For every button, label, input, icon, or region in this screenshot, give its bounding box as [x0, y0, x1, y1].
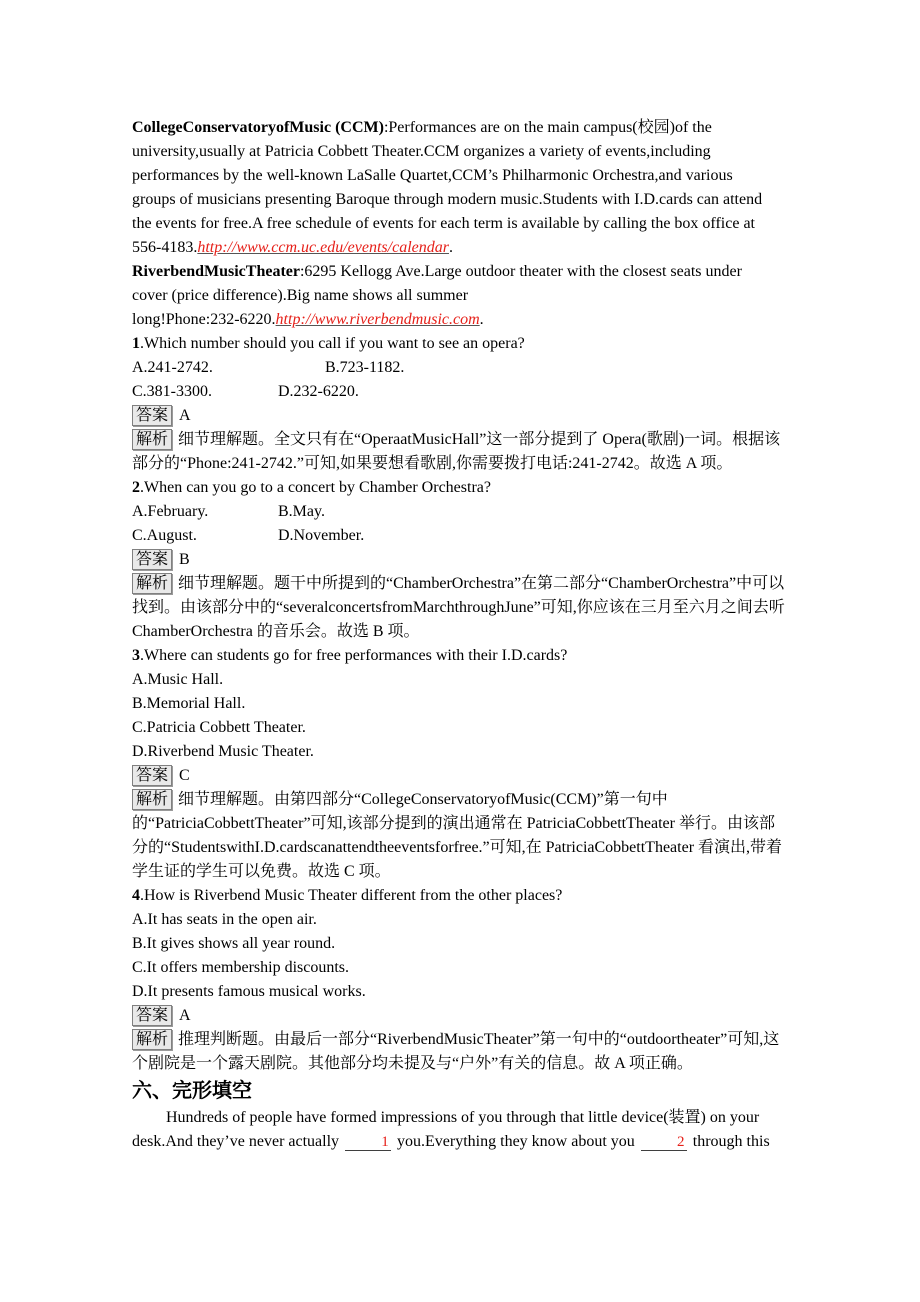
cloze-blank[interactable] — [345, 1134, 391, 1151]
hyperlink[interactable]: http://www.ccm.uc.edu/events/calendar — [197, 239, 449, 256]
listing-text: :6295 Kellogg Ave.Large outdoor theater with the closest seats under — [299, 263, 742, 280]
option-row — [132, 692, 790, 716]
question-number: 2 — [132, 479, 140, 496]
analysis-text: 细节理解题。全文只有在“OperaatMusicHall”这一部分提到了 Opera(歌剧)一词。根据该部分的“Phone:241-2742.”可知,如果要想看歌剧,你需要拨打电话:241-2742。故选 A 项。 — [132, 431, 781, 472]
blank-number: 1 — [381, 1134, 389, 1150]
question-text: .Which number should you call if you want to see an opera? — [140, 335, 525, 352]
question-stem — [132, 476, 790, 500]
listing-text: performances by the well-known LaSalle Quartet,CCM’s Philharmonic Orchestra,and various — [132, 167, 733, 184]
option-row — [132, 716, 790, 740]
option-cell: C.It offers membership discounts. — [132, 959, 350, 976]
question-4 — [132, 884, 790, 1076]
analysis-label: 解析 — [132, 1029, 172, 1050]
cloze-paragraph — [132, 1106, 790, 1154]
riverbend-music-theater-line — [132, 284, 790, 308]
option-cell: D.November. — [278, 527, 365, 544]
listing-paragraphs — [132, 116, 790, 332]
question-stem — [132, 884, 790, 908]
option-row — [132, 932, 790, 956]
answer-value: A — [179, 1007, 191, 1024]
option-cell: A.241-2742. — [132, 359, 213, 376]
option-cell: D.232-6220. — [278, 383, 359, 400]
option-row — [132, 356, 790, 380]
option-row — [132, 908, 790, 932]
option-cell: C.381-3300. — [132, 383, 212, 400]
question-stem — [132, 332, 790, 356]
question-stem — [132, 644, 790, 668]
listing-text: 556-4183. — [132, 239, 198, 256]
cloze-text: you.Everything they know about you — [393, 1133, 639, 1150]
answer-value: B — [179, 551, 190, 568]
question-number: 1 — [132, 335, 140, 352]
cloze-text: Hundreds of people have formed impressions of you through that little device(装置) on your desk.And they’ve never actually — [132, 1109, 760, 1150]
question-number: 3 — [132, 647, 140, 664]
option-row — [132, 956, 790, 980]
question-3 — [132, 644, 790, 884]
option-row — [132, 980, 790, 1004]
college-conservatory-of-music-line — [132, 188, 790, 212]
listing-title: CollegeConservatoryofMusic (CCM) — [132, 119, 384, 136]
option-row — [132, 500, 790, 524]
question-2 — [132, 476, 790, 644]
option-row — [132, 524, 790, 548]
analysis-label: 解析 — [132, 789, 172, 810]
listing-text: university,usually at Patricia Cobbett Theater.CCM organizes a variety of events,including — [132, 143, 711, 160]
hyperlink[interactable]: http://www.riverbendmusic.com — [275, 311, 480, 328]
option-cell: B.It gives shows all year round. — [132, 935, 336, 952]
question-1 — [132, 332, 790, 476]
answer-line — [132, 1004, 790, 1028]
option-cell: D.It presents famous musical works. — [132, 983, 366, 1000]
answer-label: 答案 — [132, 765, 172, 786]
option-row — [132, 380, 790, 404]
option-cell: A.It has seats in the open air. — [132, 911, 317, 928]
analysis-label: 解析 — [132, 573, 172, 594]
section-heading: 六、完形填空 — [132, 1080, 252, 1102]
answer-value: C — [179, 767, 190, 784]
listing-text: the events for free.A free schedule of events for each term is available by calling the box office at — [132, 215, 755, 232]
answer-label: 答案 — [132, 1005, 172, 1026]
cloze-blank[interactable] — [641, 1134, 687, 1151]
college-conservatory-of-music-line — [132, 140, 790, 164]
option-cell: C.August. — [132, 527, 197, 544]
question-text: .When can you go to a concert by Chamber Orchestra? — [140, 479, 491, 496]
answer-label: 答案 — [132, 549, 172, 570]
worksheet-document — [132, 116, 790, 1154]
listing-text: . — [479, 311, 484, 328]
blank-number: 2 — [677, 1134, 685, 1150]
analysis-text: 细节理解题。由第四部分“CollegeConservatoryofMusic(CCM)”第一句中的“PatriciaCobbettTheater”可知,该部分提到的演出通常在 PatriciaCobbettTheater 举行。由该部分的“StudentswithI.D.cardscanattendtheeventsforfree.”可知,在 PatriciaCobbettTheater 看演出,带着学生证的学生可以免费。故选 C 项。 — [132, 791, 783, 880]
answer-label: 答案 — [132, 405, 172, 426]
college-conservatory-of-music-line — [132, 116, 790, 140]
question-text: .How is Riverbend Music Theater different from the other places? — [140, 887, 563, 904]
option-cell: A.Music Hall. — [132, 671, 224, 688]
option-cell: B.May. — [278, 503, 325, 520]
college-conservatory-of-music-line — [132, 164, 790, 188]
question-text: .Where can students go for free performances with their I.D.cards? — [140, 647, 568, 664]
answer-value: A — [179, 407, 191, 424]
option-cell: B.Memorial Hall. — [132, 695, 246, 712]
option-row — [132, 740, 790, 764]
question-number: 4 — [132, 887, 140, 904]
cloze-text: through this — [688, 1133, 770, 1150]
questions-block — [132, 332, 790, 1076]
analysis-line — [132, 428, 790, 476]
listing-text: :Performances are on the main campus(校园)of the — [383, 119, 712, 136]
riverbend-music-theater-line — [132, 308, 790, 332]
option-cell: B.723-1182. — [325, 359, 405, 376]
analysis-line — [132, 788, 790, 884]
listing-title: RiverbendMusicTheater — [132, 263, 300, 280]
listing-text: . — [448, 239, 453, 256]
analysis-line — [132, 572, 790, 644]
analysis-line — [132, 1028, 790, 1076]
listing-text: groups of musicians presenting Baroque through modern music.Students with I.D.cards can attend — [132, 191, 763, 208]
college-conservatory-of-music-line — [132, 236, 790, 260]
listing-text: long!Phone:232-6220. — [132, 311, 276, 328]
answer-line — [132, 764, 790, 788]
option-cell: C.Patricia Cobbett Theater. — [132, 719, 306, 736]
riverbend-music-theater-line — [132, 260, 790, 284]
analysis-text: 推理判断题。由最后一部分“RiverbendMusicTheater”第一句中的“outdoortheater”可知,这个剧院是一个露天剧院。其他部分均未提及与“户外”有关的信息。故 A 项正确。 — [132, 1031, 780, 1072]
option-row — [132, 668, 790, 692]
analysis-label: 解析 — [132, 429, 172, 450]
analysis-text: 细节理解题。题干中所提到的“ChamberOrchestra”在第二部分“ChamberOrchestra”中可以找到。由该部分中的“severalconcertsfromMarchthroughJune”可知,你应该在三月至六月之间去听 ChamberOrchestra 的音乐会。故选 B 项。 — [132, 575, 785, 640]
option-cell: D.Riverbend Music Theater. — [132, 743, 314, 760]
option-cell: A.February. — [132, 503, 209, 520]
answer-line — [132, 404, 790, 428]
listing-text: cover (price difference).Big name shows all summer — [132, 287, 469, 304]
college-conservatory-of-music-line — [132, 212, 790, 236]
answer-line — [132, 548, 790, 572]
